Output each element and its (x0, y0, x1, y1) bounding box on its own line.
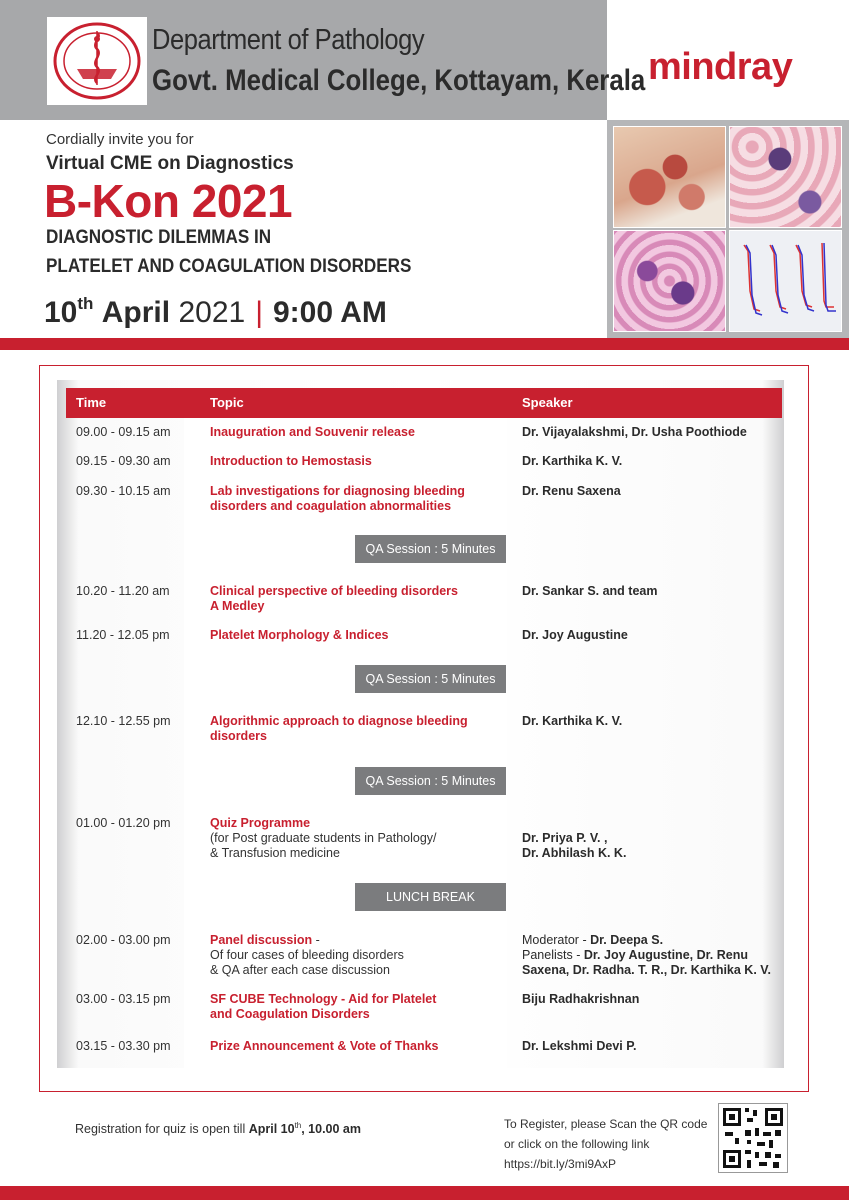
date-separator: | (255, 296, 263, 329)
footer-bar (0, 1186, 849, 1200)
college-name: Govt. Medical College, Kottayam, Kerala (152, 64, 646, 97)
panelists-label: Panelists - (522, 948, 584, 962)
lunch-break: LUNCH BREAK (355, 883, 506, 911)
photo-collage (607, 120, 849, 338)
invite-text: Cordially invite you for (46, 131, 194, 148)
topic-line: Clinical perspective of bleeding disorders (210, 584, 458, 598)
row-speaker: Biju Radhakrishnan (522, 992, 640, 1006)
row-topic (210, 933, 500, 978)
row-time: 09.00 - 09.15 am (76, 425, 171, 439)
event-subtitle-2: PLATELET AND COAGULATION DISORDERS (46, 256, 412, 277)
quiz-registration-note (75, 1121, 361, 1136)
header-time: Time (76, 395, 107, 410)
topic-line: Quiz Programme (210, 816, 311, 830)
table-header (66, 388, 782, 418)
row-speaker: Dr. Karthika K. V. (522, 714, 623, 728)
row-topic: Lab investigations for diagnosing bleeding disorders and coagulation abnormalities (210, 484, 465, 513)
row-time: 09.30 - 10.15 am (76, 484, 171, 498)
row-speaker: Dr. Renu Saxena (522, 484, 621, 498)
event-title: B-Kon 2021 (44, 175, 293, 227)
panelists-names: Dr. Joy Augustine, Dr. Renu Saxena, Dr. Radha. T. R., Dr. Karthika K. V. (522, 948, 771, 977)
topic-line: A Medley (210, 599, 265, 613)
reg-time: , 10.00 am (301, 1122, 361, 1137)
row-topic: Algorithmic approach to diagnose bleeding disorders (210, 714, 468, 743)
cme-title: Virtual CME on Diagnostics (46, 153, 294, 174)
topic-note: & QA after each case discussion (210, 963, 390, 977)
topic-line: Panel discussion (210, 933, 313, 947)
row-speaker: Dr. Joy Augustine (522, 628, 628, 642)
row-speaker: Dr. Sankar S. and team (522, 584, 658, 598)
row-topic: Prize Announcement & Vote of Thanks (210, 1039, 439, 1053)
register-instructions (504, 1114, 707, 1174)
qr-code-icon[interactable] (718, 1103, 788, 1173)
aggregometry-graph-photo (729, 230, 842, 332)
moderator-name: Dr. Deepa S. (590, 933, 664, 947)
reg-date-suffix: th (294, 1121, 302, 1130)
row-topic: Inauguration and Souvenir release (210, 425, 415, 439)
header-topic: Topic (210, 395, 244, 410)
register-link[interactable]: https://bit.ly/3mi9AxP (504, 1157, 617, 1171)
topic-note: & Transfusion medicine (210, 846, 340, 860)
emblem-icon (51, 19, 143, 103)
row-time: 12.10 - 12.55 pm (76, 714, 171, 728)
date-day: 10 (44, 296, 78, 329)
date-year: 2021 (178, 296, 246, 329)
row-topic: Introduction to Hemostasis (210, 454, 372, 468)
row-time: 03.15 - 03.30 pm (76, 1039, 171, 1053)
row-time: 03.00 - 03.15 pm (76, 992, 171, 1006)
row-time: 09.15 - 09.30 am (76, 454, 171, 468)
blood-smear-photo (729, 126, 842, 228)
college-logo (47, 17, 147, 105)
topic-note: (for Post graduate students in Pathology/ (210, 831, 437, 845)
event-date (44, 296, 387, 330)
row-speaker: Dr. Karthika K. V. (522, 454, 623, 468)
sponsor-logo: mindray (648, 46, 793, 88)
row-topic (210, 816, 500, 861)
topic-dash: - (312, 933, 320, 947)
speaker-line: Dr. Abhilash K. K. (522, 846, 627, 860)
row-speaker (522, 831, 782, 861)
topic-note: Of four cases of bleeding disorders (210, 948, 404, 962)
qr-instruction: To Register, please Scan the QR code (504, 1117, 708, 1131)
row-time: 01.00 - 01.20 pm (76, 816, 171, 830)
header-speaker: Speaker (522, 395, 573, 410)
row-topic: Platelet Morphology & Indices (210, 628, 389, 642)
reg-date: April 10 (248, 1122, 295, 1137)
row-speaker: Dr. Vijayalakshmi, Dr. Usha Poothiode (522, 425, 747, 439)
qa-session-break: QA Session : 5 Minutes (355, 535, 506, 563)
row-time: 02.00 - 03.00 pm (76, 933, 171, 947)
bone-marrow-photo (613, 230, 726, 332)
row-topic (210, 584, 500, 614)
divider-bar (0, 338, 849, 350)
event-time: 9:00 AM (273, 296, 387, 329)
qa-session-break: QA Session : 5 Minutes (355, 665, 506, 693)
reg-text: Registration for quiz is open till (75, 1122, 249, 1137)
row-speaker: Dr. Lekshmi Devi P. (522, 1039, 637, 1053)
skin-bleeding-photo (613, 126, 726, 228)
row-time: 10.20 - 11.20 am (76, 584, 170, 598)
link-instruction: or click on the following link (504, 1137, 650, 1151)
qa-session-break: QA Session : 5 Minutes (355, 767, 506, 795)
moderator-label: Moderator - (522, 933, 591, 947)
row-topic: SF CUBE Technology - Aid for Platelet and Coagulation Disorders (210, 992, 437, 1021)
date-suffix: th (77, 294, 94, 313)
department-name: Department of Pathology (152, 24, 425, 56)
row-speaker (522, 933, 782, 978)
speaker-line: Dr. Priya P. V. , (522, 831, 608, 845)
event-subtitle-1: DIAGNOSTIC DILEMMAS IN (46, 227, 272, 248)
date-month: April (101, 296, 171, 329)
row-time: 11.20 - 12.05 pm (76, 628, 170, 642)
